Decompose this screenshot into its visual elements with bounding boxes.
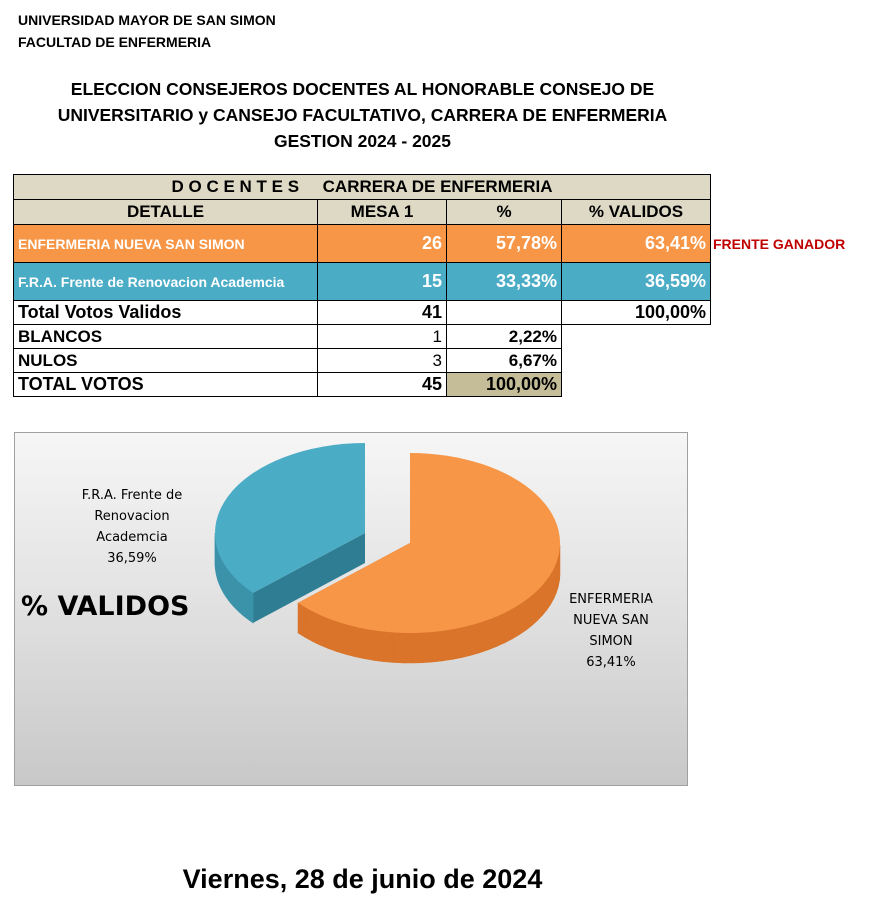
- data-label-line: ENFERMERIA: [569, 592, 653, 607]
- table-row-valid-total: [14, 301, 711, 325]
- data-label-line: 63,41%: [586, 655, 636, 670]
- pie-slice-side-enfermeria: [393, 632, 403, 662]
- data-label-line: NUEVA SAN: [573, 613, 649, 628]
- table-band-row: [14, 175, 711, 200]
- university-name: UNIVERSIDAD MAYOR DE SAN SIMON: [18, 12, 276, 28]
- pie-slice-side-enfermeria: [519, 600, 526, 634]
- row-pct: 57,78%: [447, 225, 562, 263]
- pie-slice-side-enfermeria: [423, 632, 433, 663]
- pie-slice-side-fra: [228, 570, 230, 603]
- data-label-line: Renovacion: [94, 509, 170, 524]
- pie-slice-side-enfermeria: [320, 615, 328, 648]
- pie-chart-panel: [14, 432, 688, 786]
- row-name: ENFERMERIA NUEVA SAN SIMON: [14, 225, 318, 263]
- pie-slice-side-enfermeria: [497, 613, 505, 647]
- pie-slice-side-enfermeria: [305, 607, 312, 641]
- col-detalle: DETALLE: [14, 200, 318, 225]
- pie-slice-side-enfermeria: [551, 569, 554, 605]
- nulos-pct: 6,67%: [447, 349, 562, 373]
- pie-slice-side-enfermeria: [538, 585, 543, 620]
- pie-slice-side-enfermeria: [543, 580, 547, 615]
- table-row: [14, 225, 711, 263]
- data-label-enfermeria: [569, 592, 653, 670]
- title-line-2: UNIVERSITARIO y CANSEJO FACULTATIVO, CARRERA DE ENFERMERIA: [57, 105, 668, 125]
- row-mesa: 15: [318, 263, 447, 301]
- pie-slice-side-enfermeria: [403, 633, 413, 663]
- pie-slice-side-enfermeria: [346, 624, 355, 656]
- data-label-line: SIMON: [589, 634, 633, 649]
- faculty-name: FACULTAD DE ENFERMERIA: [18, 34, 212, 50]
- row-mesa: 26: [318, 225, 447, 263]
- nulos-label: NULOS: [14, 349, 318, 373]
- pie-slice-side-fra: [226, 567, 228, 600]
- pie-slice-side-enfermeria: [298, 603, 305, 637]
- pie-slice-side-enfermeria: [480, 620, 489, 653]
- total-mesa: 45: [318, 373, 447, 397]
- pie-slice-side-fra: [231, 573, 234, 606]
- pie-slice-side-fra: [242, 585, 245, 618]
- row-validos: 36,59%: [562, 263, 711, 301]
- pie-slice-side-enfermeria: [433, 631, 443, 662]
- pie-slice-side-enfermeria: [337, 622, 346, 655]
- data-label-line: Academcia: [96, 530, 168, 545]
- total-pct: 100,00%: [447, 373, 562, 397]
- valid-total-mesa: 41: [318, 301, 447, 325]
- pie-slice-side-enfermeria: [312, 611, 320, 645]
- pie-slice-side-enfermeria: [374, 630, 384, 661]
- data-label-line: 36,59%: [107, 551, 157, 566]
- col-mesa: MESA 1: [318, 200, 447, 225]
- pie-slice-side-enfermeria: [505, 609, 513, 643]
- pie-slice-side-enfermeria: [383, 632, 393, 663]
- date-footer: Viernes, 28 de junio de 2024: [182, 864, 543, 894]
- winner-note: FRENTE GANADOR: [713, 236, 846, 252]
- pie-slice-side-enfermeria: [471, 623, 480, 656]
- pie-slice-side-enfermeria: [462, 625, 471, 657]
- pie-slice-side-enfermeria: [452, 627, 461, 659]
- blancos-label: BLANCOS: [14, 325, 318, 349]
- pie-slice-side-enfermeria: [512, 605, 519, 639]
- valid-total-pct-empty: [447, 301, 562, 325]
- chart-title: % VALIDOS: [21, 591, 190, 622]
- pie-slice-side-enfermeria: [547, 574, 551, 610]
- pie-slice-side-fra: [233, 576, 236, 609]
- page-title: [0, 76, 725, 154]
- pie-slice-side-enfermeria: [554, 563, 557, 599]
- blancos-mesa: 1: [318, 325, 447, 349]
- row-name: F.R.A. Frente de Renovacion Academcia: [14, 263, 318, 301]
- pie-slice-side-fra: [236, 579, 239, 612]
- table-row-total: [14, 373, 711, 397]
- title-line-1: ELECCION CONSEJEROS DOCENTES AL HONORABLE CONSEJO DE: [70, 79, 655, 99]
- valid-total-label: Total Votos Validos: [14, 301, 318, 325]
- pie-slice-side-enfermeria: [413, 633, 423, 663]
- table-row: [14, 263, 711, 301]
- data-label-fra: [82, 488, 182, 566]
- nulos-mesa: 3: [318, 349, 447, 373]
- blancos-pct: 2,22%: [447, 325, 562, 349]
- valid-total-validos: 100,00%: [562, 301, 711, 325]
- table-row-blancos: [14, 325, 711, 349]
- results-table: [13, 174, 711, 397]
- row-validos: 63,41%: [562, 225, 711, 263]
- total-label: TOTAL VOTOS: [14, 373, 318, 397]
- title-line-3: GESTION 2024 - 2025: [273, 131, 452, 151]
- table-band: D O C E N T E S CARRERA DE ENFERMERIA: [14, 175, 711, 200]
- pie-slice-side-enfermeria: [443, 629, 453, 660]
- table-row-nulos: [14, 349, 711, 373]
- col-pct: %: [447, 200, 562, 225]
- data-label-line: F.R.A. Frente de: [81, 488, 183, 503]
- row-pct: 33,33%: [447, 263, 562, 301]
- pie-slice-side-enfermeria: [364, 629, 374, 661]
- pie-chart: [15, 433, 688, 786]
- col-validos: % VALIDOS: [562, 200, 711, 225]
- pie-slice-side-fra: [249, 590, 253, 623]
- pie-slice-side-enfermeria: [526, 595, 532, 630]
- table-header-row: [14, 200, 711, 225]
- pie-slice-side-fra: [224, 563, 226, 596]
- pie-slice-side-fra: [239, 582, 242, 615]
- pie-slice-side-enfermeria: [532, 590, 538, 625]
- pie-slice-side-fra: [246, 588, 250, 621]
- pie-slice-side-enfermeria: [355, 627, 364, 659]
- pie-slice-side-enfermeria: [328, 618, 337, 651]
- pie-slice-side-enfermeria: [489, 616, 497, 649]
